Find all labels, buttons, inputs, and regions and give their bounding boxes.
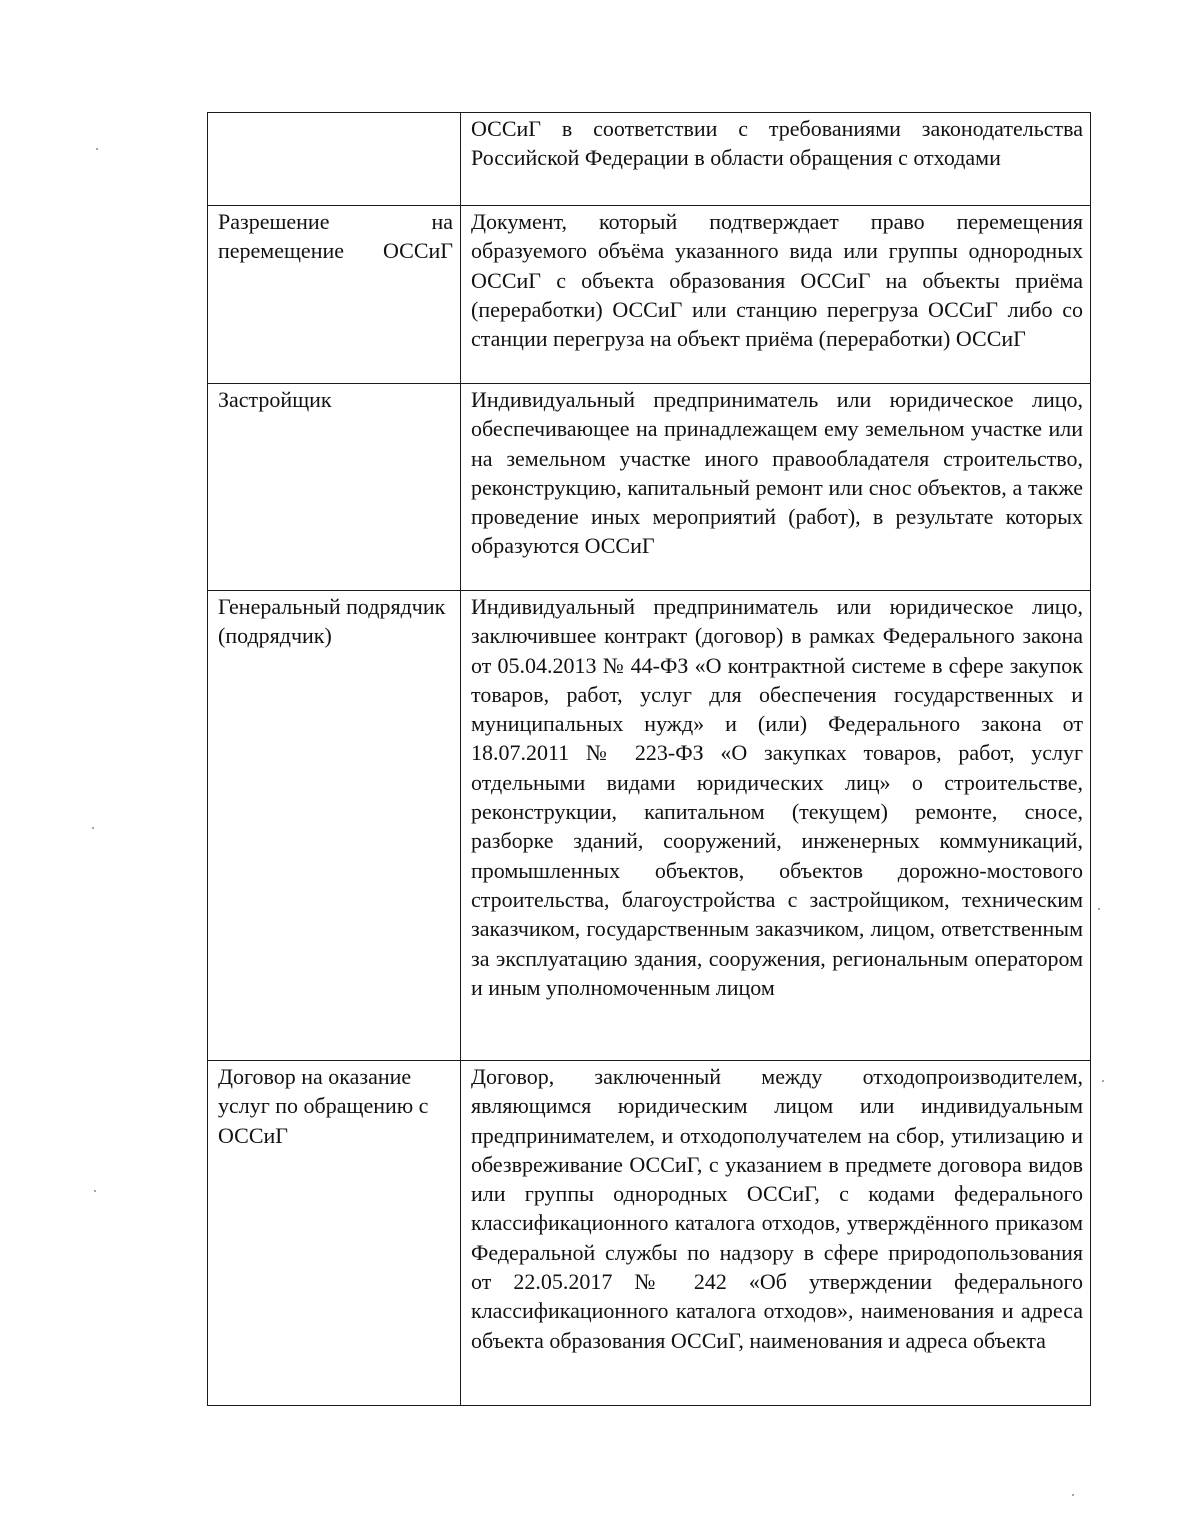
term-cell: Застройщик: [208, 384, 461, 591]
scan-speck: [96, 148, 98, 150]
scan-speck: [92, 827, 94, 829]
table-row: [208, 591, 1091, 1061]
definition-cell: Договор, заключенный между отходопроизводителем, являющимся юридическим лицом или индивидуальным предпринимателем, и отходополучателем на сбор, утилизацию и обезвреживание ОССиГ, с указанием в предмете договора видов или группы однородных ОССиГ, с кодами федерального классификационного каталога отходов, утверждённого приказом Федеральной службы по надзору в сфере природопользования от 22.05.2017 № 242 «Об утверждении федерального классификационного каталога отходов», наименования и адреса объекта образования ОССиГ, наименования и адреса объекта: [461, 1061, 1091, 1406]
definition-cell: Индивидуальный предприниматель или юридическое лицо, обеспечивающее на принадлежащем ему земельном участке или на земельном участке иного правообладателя строительство, реконструкцию, капитальный ремонт или снос объектов, а также проведение иных мероприятий (работ), в результате которых образуются ОССиГ: [461, 384, 1091, 591]
table-row: [208, 113, 1091, 206]
table-row: [208, 206, 1091, 384]
term-cell: [208, 113, 461, 206]
term-cell: Генеральный подрядчик (подрядчик): [208, 591, 461, 1061]
scan-speck: [1102, 1080, 1104, 1082]
term-cell: Договор на оказание услуг по обращению с ОССиГ: [208, 1061, 461, 1406]
table-row: [208, 1061, 1091, 1406]
scan-speck: [1098, 908, 1100, 910]
definition-cell: ОССиГ в соответствии с требованиями законодательства Российской Федерации в области обращения с отходами: [461, 113, 1091, 206]
scan-speck: [94, 1190, 96, 1192]
terms-table: [207, 112, 1091, 1406]
definition-cell: Индивидуальный предприниматель или юридическое лицо, заключившее контракт (договор) в рамках Федерального закона от 05.04.2013 № 44-ФЗ «О контрактной системе в сфере закупок товаров, работ, услуг для обеспечения государственных и муниципальных нужд» и (или) Федерального закона от 18.07.2011 № 223-ФЗ «О закупках товаров, работ, услуг отдельными видами юридических лиц» о строительстве, реконструкции, капитальном (текущем) ремонте, сносе, разборке зданий, сооружений, инженерных коммуникаций, промышленных объектов, объектов дорожно-мостового строительства, благоустройства с застройщиком, техническим заказчиком, государственным заказчиком, лицом, ответственным за эксплуатацию здания, сооружения, региональным оператором и иным уполномоченным лицом: [461, 591, 1091, 1061]
scan-speck: [1072, 1494, 1074, 1496]
table-row: [208, 384, 1091, 591]
definition-cell: Документ, который подтверждает право перемещения образуемого объёма указанного вида или группы однородных ОССиГ с объекта образования ОССиГ на объекты приёма (переработки) ОССиГ или станцию перегруза ОССиГ либо со станции перегруза на объект приёма (переработки) ОССиГ: [461, 206, 1091, 384]
term-cell: Разрешение на перемещение ОССиГ: [208, 206, 461, 384]
